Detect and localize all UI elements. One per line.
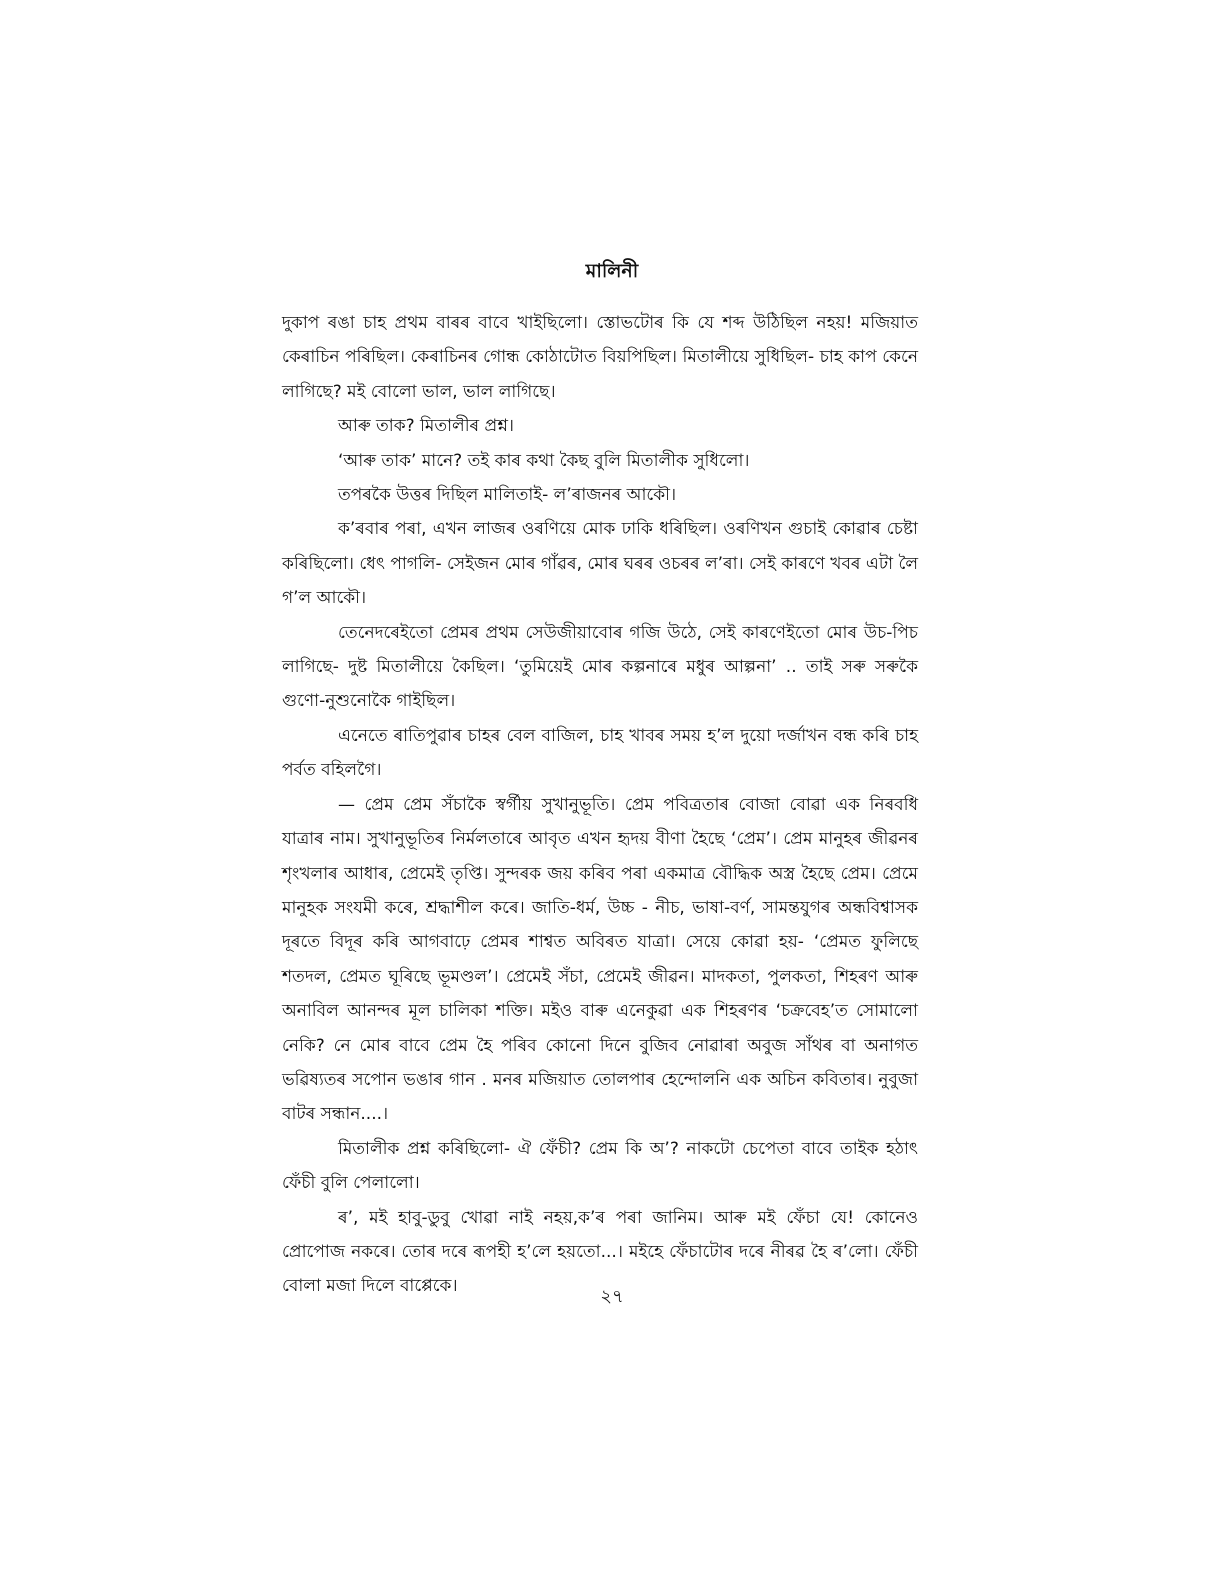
page-title: মালিনী bbox=[585, 260, 639, 282]
body-text bbox=[282, 306, 918, 1304]
paragraph: ‘আৰু তাক’ মানে? তই কাৰ কথা কৈছ বুলি মিতালীক সুধিলো। bbox=[338, 450, 750, 471]
paragraph: এনেতে ৰাতিপুৱাৰ চাহৰ বেল বাজিল, চাহ খাবৰ সময় হ’ল দুয়ো দৰ্জাখন বন্ধ কৰি চাহ পৰ্বত বহিলগৈ। bbox=[282, 725, 918, 781]
paragraph: মিতালীক প্ৰশ্ন কৰিছিলো- ঐ ফেঁচী? প্ৰেম কি অ’? নাকটো চেপেতা বাবে তাইক হঠাৎ ফেঁচী বুলি পেলালো। bbox=[282, 1138, 918, 1194]
paragraph: আৰু তাক? মিতালীৰ প্ৰশ্ন। bbox=[338, 416, 515, 437]
paragraph: ৰ’, মই হাবু-ডুবু খোৱা নাই নহয়,ক’ৰ পৰা জানিম। আৰু মই ফেঁচা যে! কোনেও প্ৰোপোজ নকৰে। তোৰ দৰে ৰূপহী হ’লে হয়তো...। মইহে ফেঁচাটোৰ দৰে নীৰৱ হৈ ৰ’লো। ফেঁচী বোলা মজা দিলে বাপ্পেকে। bbox=[282, 1207, 918, 1297]
paragraph: তেনেদৰেইতো প্ৰেমৰ প্ৰথম সেউজীয়াবোৰ গজি উঠে, সেই কাৰণেইতো মোৰ উচ-পিচ লাগিছে- দুষ্ট মিতালীয়ে কৈছিল। ‘তুমিয়েই মোৰ কল্পনাৰে মধুৰ আল্পনা’ .. তাই সৰু সৰুকৈ গুণো-নুশুনোকৈ গাইছিল। bbox=[282, 622, 918, 712]
paragraph: — প্ৰেম প্ৰেম সঁচাকৈ স্বৰ্গীয় সুখানুভূতি। প্ৰেম পবিত্ৰতাৰ বোজা বোৱা এক নিৰবধি যাত্ৰাৰ নাম। সুখানুভূতিৰ নিৰ্মলতাৰে আবৃত এখন হৃদয় বীণা হৈছে ‘প্ৰেম’। প্ৰেম মানুহৰ জীৱনৰ শৃংখলাৰ আধাৰ, প্ৰেমেই তৃপ্তি। সুন্দৰক জয় কৰিব পৰা একমাত্ৰ বৌদ্ধিক অস্ত্ৰ হৈছে প্ৰেম। প্ৰেমে মানুহক সংযমী কৰে, শ্ৰদ্ধাশীল কৰে। জাতি-ধৰ্ম, উচ্চ - নীচ, ভাষা-বৰ্ণ, সামন্তযুগৰ অন্ধবিশ্বাসক দূৰতে বিদূৰ কৰি আগবাঢ়ে প্ৰেমৰ শাশ্বত অবিৰত যাত্ৰা। সেয়ে কোৱা হয়- ‘প্ৰেমত ফুলিছে শতদল, প্ৰেমত ঘূৰিছে ভূমণ্ডল’। প্ৰেমেই সঁচা, প্ৰেমেই জীৱন। মাদকতা, পুলকতা, শিহৰণ আৰু অনাবিল আনন্দৰ মূল চালিকা শক্তি। মইও বাৰু এনেকুৱা এক শিহৰণৰ ‘চক্ৰবেহ’ত সোমালো নেকি? নে মোৰ বাবে প্ৰেম হৈ পৰিব কোনো দিনে বুজিব নোৱাৰা অবুজ সাঁথৰ বা অনাগত ভৱিষ্যতৰ সপোন ভঙাৰ গান . মনৰ মজিয়াত তোলপাৰ হেন্দোলনি এক অচিন কবিতাৰ। নুবুজা বাটৰ সন্ধান....। bbox=[282, 794, 918, 1125]
paragraph: দুকাপ ৰঙা চাহ প্ৰথম বাৰৰ বাবে খাইছিলো। স্তোভটোৰ কি যে শব্দ উঠিছিল নহয়! মজিয়াত কেৰাচিন পৰিছিল। কেৰাচিনৰ গোন্ধ কোঠাটোত বিয়পিছিল। মিতালীয়ে সুধিছিল- চাহ কাপ কেনে লাগিছে? মই বোলো ভাল, ভাল লাগিছে। bbox=[282, 313, 918, 402]
paragraph: ক’ৰবাৰ পৰা, এখন লাজৰ ওৰণিয়ে মোক ঢাকি ধৰিছিল। ওৰণিখন গুচাই কোৱাৰ চেষ্টা কৰিছিলো। ধেৎ পাগলি- সেইজন মোৰ গাঁৱৰ, মোৰ ঘৰৰ ওচৰৰ ল’ৰা। সেই কাৰণে খবৰ এটা লৈ গ’ল আকৌ। bbox=[282, 519, 918, 609]
paragraph: তপৰকৈ উত্তৰ দিছিল মালিতাই- ল’ৰাজনৰ আকৌ। bbox=[338, 485, 677, 506]
page-number: ২৭ bbox=[600, 1286, 624, 1307]
